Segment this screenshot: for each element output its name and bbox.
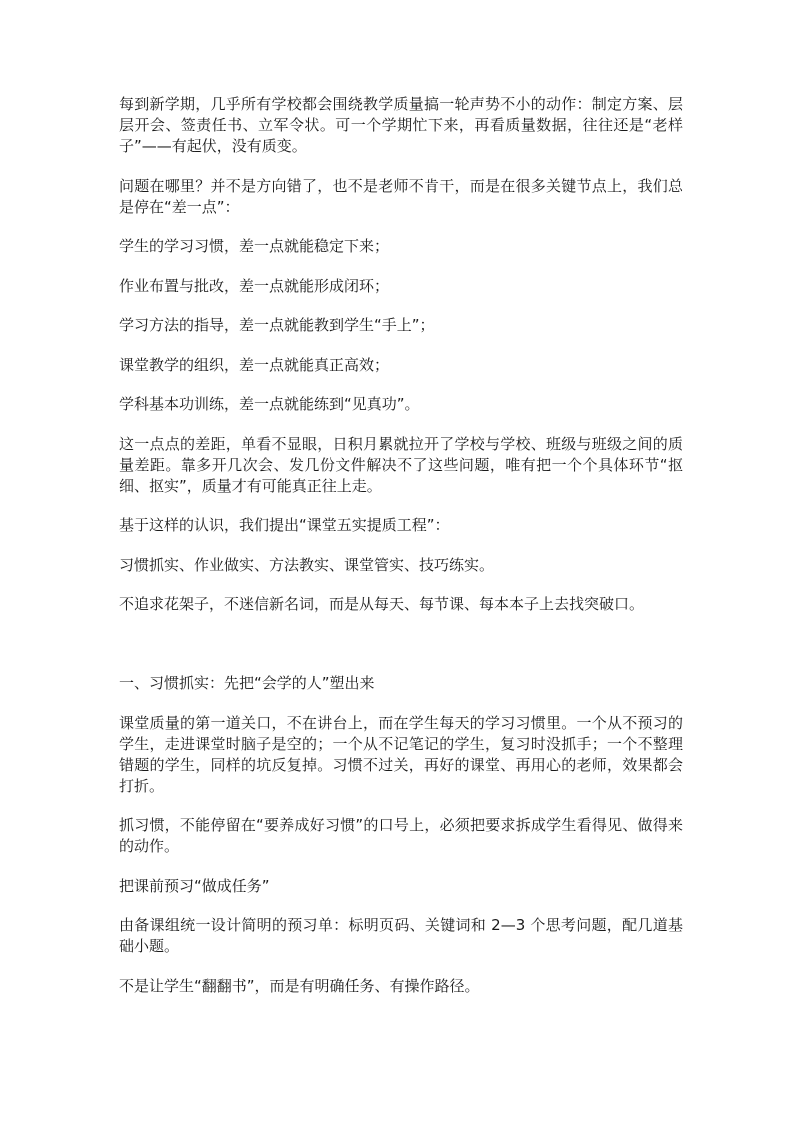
paragraph: 问题在哪里？并不是方向错了，也不是老师不肯干，而是在很多关键节点上，我们总是停在“差一点”： <box>119 176 683 216</box>
paragraph: 作业布置与批改，差一点就能形成闭环； <box>119 276 390 295</box>
paragraph: 习惯抓实、作业做实、方法教实、课堂管实、技巧练实。 <box>119 555 495 574</box>
subheading: 把课前预习“做成任务” <box>119 876 270 895</box>
paragraph: 这一点点的差距，单看不显眼，日积月累就拉开了学校与学校、班级与班级之间的质量差距。靠多开几次会、发几份文件解决不了这些问题，唯有把一个个具体环节“抠细、抠实”，质量才有可能真正往上走。 <box>119 434 683 495</box>
paragraph: 抓习惯，不能停留在“要养成好习惯”的口号上，必须把要求拆成学生看得见、做得来的动作。 <box>119 816 683 855</box>
paragraph: 课堂教学的组织，差一点就能真正高效； <box>119 355 390 374</box>
paragraph: 学习方法的指导，差一点就能教到学生“手上”； <box>119 316 435 334</box>
document-page <box>119 94 683 1015</box>
empty-paragraph <box>119 634 683 655</box>
paragraph: 学生的学习习惯，差一点就能稳定下来； <box>119 237 390 255</box>
paragraph: 课堂质量的第一道关口，不在讲台上，而在学生每天的学习习惯里。一个从不预习的学生，走进课堂时脑子是空的；一个从不记笔记的学生，复习时没抓手；一个不整理错题的学生，同样的坑反复掉。习惯不过关，再好的课堂、再用心的老师，效果都会打折。 <box>119 713 683 795</box>
paragraph: 每到新学期，几乎所有学校都会围绕教学质量搞一轮声势不小的动作：制定方案、层层开会、签责任书、立军令状。可一个学期忙下来，再看质量数据，往往还是“老样子”——有起伏，没有质变。 <box>119 95 683 155</box>
paragraph: 由备课组统一设计简明的预习单：标明页码、关键词和 2—3 个思考问题，配几道基础小题。 <box>119 916 683 955</box>
paragraph: 不追求花架子，不迷信新名词，而是从每天、每节课、每本本子上去找突破口。 <box>119 595 645 613</box>
paragraph: 不是让学生“翻翻书”，而是有明确任务、有操作路径。 <box>119 976 480 995</box>
paragraph: 基于这样的认识，我们提出“课堂五实提质工程”： <box>119 516 450 534</box>
section-heading: 一、习惯抓实：先把“会学的人”塑出来 <box>119 674 375 692</box>
paragraph: 学科基本功训练，差一点就能练到“见真功”。 <box>119 395 420 413</box>
